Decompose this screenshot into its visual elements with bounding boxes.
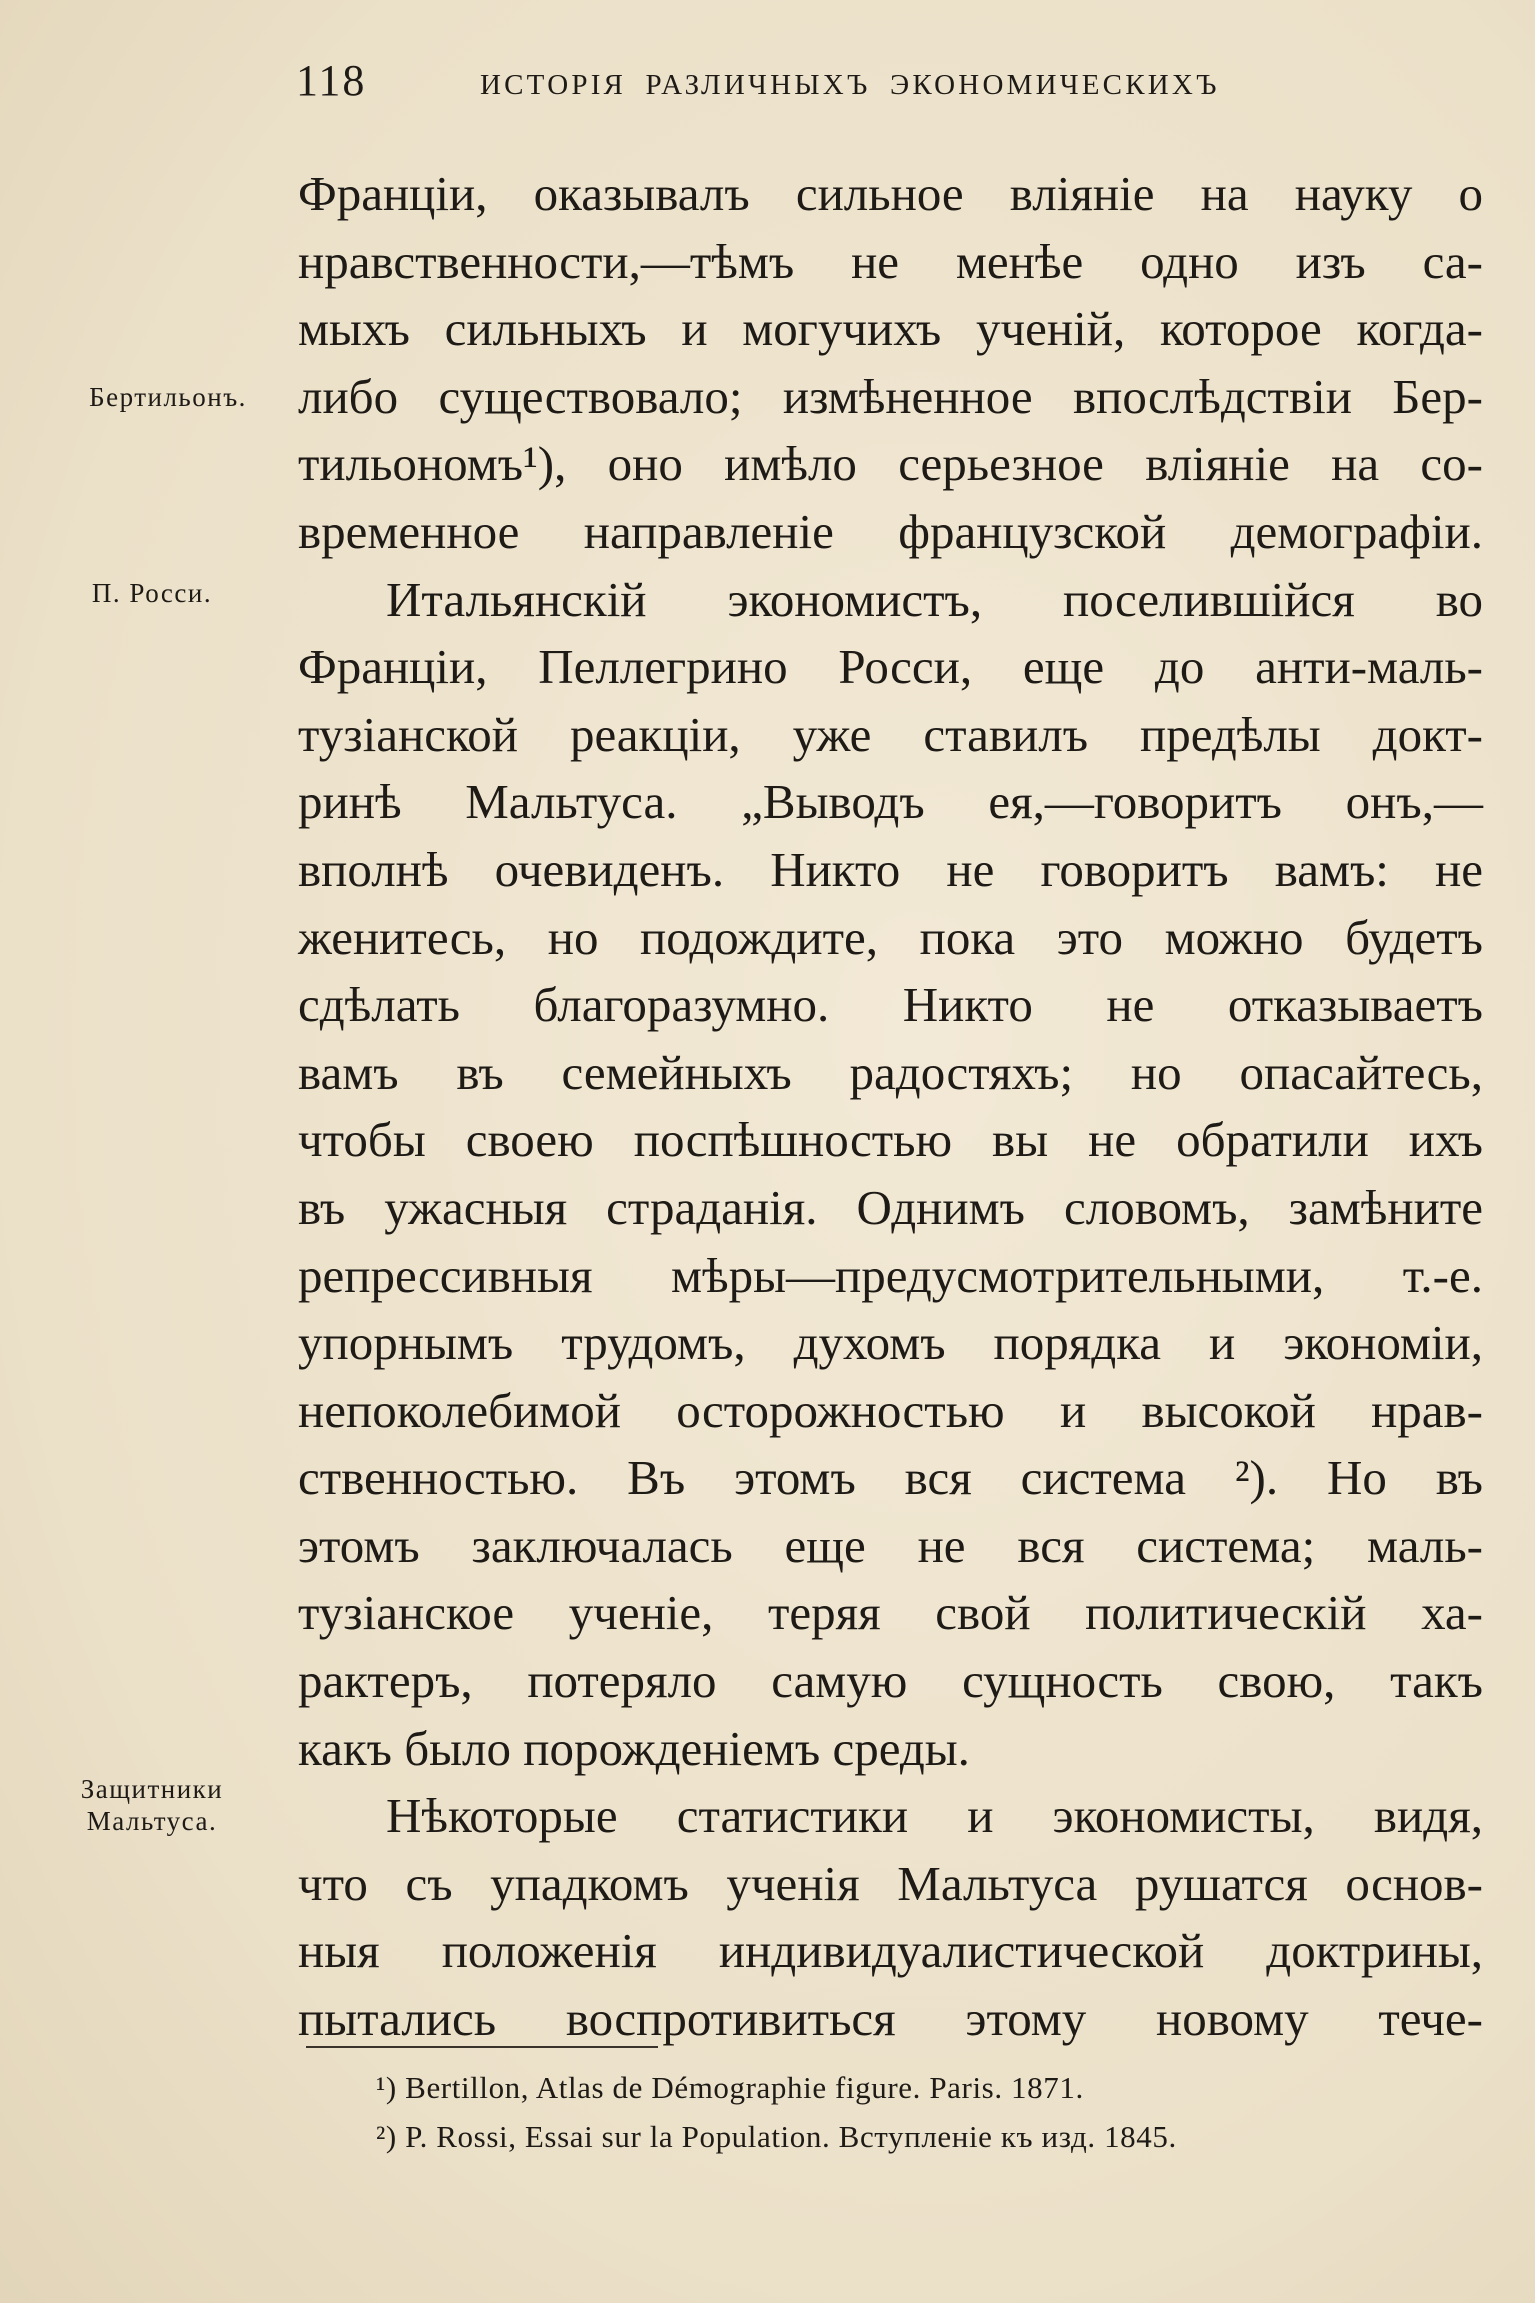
text-line: вамъ въ семейныхъ радостяхъ; но опасайтесь, (298, 1044, 1483, 1100)
page-header (296, 55, 1476, 115)
text-line: нравственности,—тѣмъ не менѣе одно изъ са- (298, 233, 1483, 289)
footnotes (376, 2063, 1486, 2161)
text-line: ныя положенія индивидуалистической доктрины, (298, 1923, 1483, 1979)
text-line: этомъ заключалась еще не вся система; маль- (298, 1517, 1483, 1573)
text-line: вполнѣ очевиденъ. Никто не говоритъ вамъ: не (298, 841, 1483, 897)
main-text (298, 160, 1483, 2053)
page-number: 118 (296, 56, 367, 105)
footnote-divider (306, 2046, 658, 2048)
text-line: рактеръ, потеряло самую сущность свою, такъ (298, 1653, 1483, 1709)
text-line: Франціи, Пеллегрино Росси, еще до анти-маль- (298, 639, 1483, 695)
running-head: ИСТОРІЯ РАЗЛИЧНЫХЪ ЭКОНОМИЧЕСКИХЪ (480, 69, 1220, 101)
margin-note-defenders-of-malthus: Защитники Мальтуса. (80, 1774, 224, 1836)
text-line: либо существовало; измѣненное впослѣдствіи Бер- (298, 368, 1483, 424)
text-line: ственностью. Въ этомъ вся система ²). Но въ (298, 1450, 1483, 1506)
text-line: упорнымъ трудомъ, духомъ порядка и экономіи, (298, 1315, 1483, 1371)
footnote-1: ¹) Bertillon, Atlas de Démographie figure. Paris. 1871. (376, 2070, 1084, 2105)
footnote-2: ²) P. Rossi, Essai sur la Population. Вступленіе къ изд. 1845. (376, 2119, 1177, 2154)
text-line: сдѣлать благоразумно. Никто не отказываетъ (298, 977, 1483, 1033)
margin-note-bertillon: Бертильонъ. (89, 382, 247, 412)
text-line: репрессивныя мѣры—предусмотрительными, т.-е. (298, 1247, 1483, 1303)
text-line: мыхъ сильныхъ и могучихъ ученій, которое когда- (298, 301, 1483, 357)
text-line: ринѣ Мальтуса. „Выводъ ея,—говоритъ онъ,— (298, 774, 1483, 830)
text-line: чтобы своею поспѣшностью вы не обратили ихъ (298, 1112, 1483, 1168)
text-line: временное направленіе французской демографіи. (298, 503, 1483, 559)
text-line: тильономъ¹), оно имѣло серьезное вліяніе на со- (298, 436, 1483, 492)
text-line: женитесь, но подождите, пока это можно будетъ (298, 909, 1483, 965)
text-line: пытались воспротивиться этому новому тече- (298, 1991, 1483, 2047)
text-line: Итальянскій экономистъ, поселившійся во (386, 571, 1483, 627)
text-line: Нѣкоторые статистики и экономисты, видя, (386, 1788, 1483, 1844)
text-line: тузіанской реакціи, уже ставилъ предѣлы докт- (298, 706, 1483, 762)
margin-note-rossi: П. Росси. (91, 578, 213, 608)
text-line: какъ было порожденіемъ среды. (298, 1720, 970, 1776)
text-line: непоколебимой осторожностью и высокой нрав- (298, 1382, 1483, 1438)
text-line: что съ упадкомъ ученія Мальтуса рушатся основ- (298, 1855, 1483, 1911)
text-line: тузіанское ученіе, теряя свой политическій ха- (298, 1585, 1483, 1641)
text-line: Франціи, оказывалъ сильное вліяніе на науку о (298, 166, 1483, 221)
text-line: въ ужасныя страданія. Однимъ словомъ, замѣните (298, 1179, 1483, 1235)
